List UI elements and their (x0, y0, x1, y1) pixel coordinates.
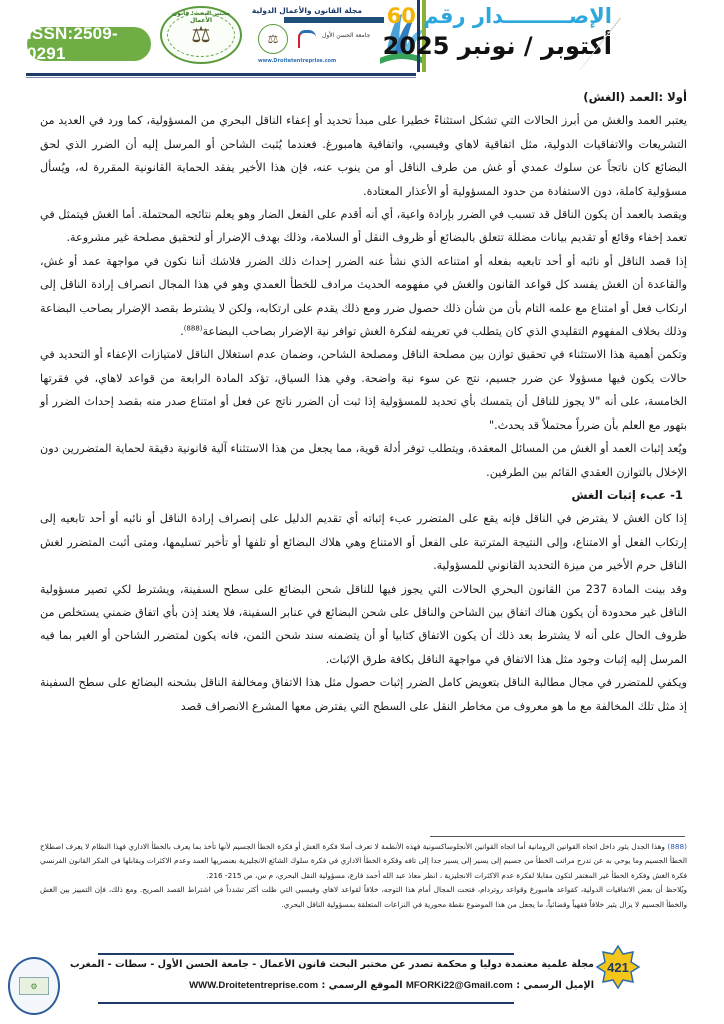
website-link[interactable]: WWW.Droitetentreprise.com (189, 980, 319, 991)
issn-badge: ISSN:2509-0291 (27, 27, 151, 61)
footnote-888 (40, 840, 687, 883)
issue-date: أكتوبر / نونبر 2025 (382, 32, 612, 60)
issue-prefix: الإصـــــــــدار رقم (423, 4, 612, 28)
paragraph-3-text: إذا قصد الناقل أو نائبه أو أحد تابعيه بفعله أو امتناعه الذي نشأ عنه الضرر إحداث ذلك الضرر فلاشك أننا نكون في مواجهة عمد أو غش، والقاعدة أن الغش يفسد كل قواعد القانون والغش في مفهومه الحديث مرادف للخطأ العمدي وهو في هذا المجال انصراف إرادة الناقل إلى ارتكاب فعل أو امتناع مع علمه التام بأن من شأن ذلك حصول ضرر ومع ذلك يقدم على ارتكابه، ولكن لا يشترط بقصد الإضرار بصاحب البضاعة وذلك بخلاف المفهوم التقليدي الذي كان يتطلب في تعريفه لفكرة الغش توافر نية الإضرار بصاحب البضاعة (40, 254, 687, 339)
footer-rule-top (98, 953, 514, 955)
research-lab-seal-logo (160, 6, 242, 64)
footnote-ref-888[interactable]: (888) (183, 324, 203, 333)
footnote-continuation: ويُلاحظ أن بعض الاتفاقيات الدولية، كقواعد هامبورغ وقواعد روتردام، فتحت المجال أمام هذا التوجه، خلافاً لقواعد لاهاي وفيسبي التي ظلت أكثر تشدداً في اشتراط القصد الصريح. ومع ذلك، فإن التمييز بين الغش والخطأ الجسيم لا يزال يثير خلافاً فقهياً وقضائياً، ما يجعل من هذا الموضوع نقطة محورية في النزاعات المتعلقة بمسؤولية الناقل البحري. (40, 885, 687, 909)
footer-rule-bottom (98, 1002, 514, 1004)
paragraph-2: ويقصد بالعمد أن يكون الناقل قد تسبب في الضرر بإرادة واعية، أي أنه أقدم على الفعل الضار وهو يعلم نتائجه المحتملة. أما الغش فيتمثل في تعمد إخفاء وقائع أو تقديم بيانات مضللة تتعلق بالبضائع أو ظروف النقل أو السلامة، وذلك بهدف الإضرار أو لتحقيق مصلحة غير مشروعة. (40, 208, 687, 245)
footnote-separator (430, 836, 685, 837)
paragraph-6: إذا كان الغش لا يفترض في الناقل فإنه يقع على المتضرر عبء إثباته أي تقديم الدليل على إنصراف إرادة الناقل أو نائبه أو أحد تابعيه إلى إرتكاب الفعل أو الامتناع، وإلى النتيجة المترتبة على الفعل أو الامتناع وهي هلاك البضائع أو تلفها أو تأخير تسليمها، ومتى أثبت المتضرر لغش الناقل حرم الأخير من ميزة التحديد القانوني للمسؤولية. (40, 512, 687, 573)
university-name: جامعة الحسن الأول (322, 32, 371, 39)
email-label: الإميل الرسمي : (516, 980, 594, 991)
journal-title-band (284, 17, 384, 23)
page-number: 421 (607, 959, 629, 975)
university-logo-icon (298, 30, 316, 48)
journal-url: www.Droitetentreprise.com (258, 58, 337, 64)
article-body (40, 86, 687, 718)
issue-number-line (387, 4, 612, 28)
scales-icon: ⚖ (191, 22, 211, 48)
paragraph-4: وتكمن أهمية هذا الاستثناء في تحقيق توازن بين مصلحة الناقل ومصلحة الشاحن، وضمان عدم استغلال الناقل لامتيازات الإعفاء أو التحديد في حالات يكون فيها مسؤولا عن ضرر جسيم، نتج عن سوء نية واضحة. وفي هذا السياق، تؤكد المادة الرابعة من قواعد لاهاي، في فقرتها الخامسة، على أنه "لا يجوز للناقل أن يتمسك بأي تحديد للمسؤولية إذا ثبت أن الضرر ناتج عن فعل أو امتناع صدر منه بقصد إحداث الضرر أو بتهور مع العلم بأن ضرراً محتملاً قد يحدث." (40, 348, 687, 432)
footer-journal-description: مجلة علمية معتمدة دوليا و محكمة تصدر عن مختبر البحث قانون الأعمال - جامعة الحسن الأول - سطات - المغرب (69, 959, 594, 970)
paragraph-3 (40, 250, 687, 344)
mini-seal-icon: ⚖ (258, 24, 288, 54)
site-label: الموقع الرسمي : (321, 980, 403, 991)
paragraph-5: ويُعد إثبات العمد أو الغش من المسائل المعقدة، ويتطلب توفر أدلة قوية، مما يجعل من هذا الاستثناء آلية قانونية دقيقة لحماية المتضررين دون الإخلال بالتوازن العقدي القائم بين الطرفين. (40, 442, 687, 479)
email-link[interactable]: MFORKi22@Gmail.com (405, 980, 513, 991)
footer-contact-line (189, 980, 594, 991)
paragraph-8: ويكفي للمتضرر في مجال مطالبة الناقل بتعويض كامل الضرر إثبات حصول مثل هذا الاتفاق ومخالفة الناقل بشحنه البضائع على سطح السفينة إذ مثل تلك المخالفة مع ما هو معروف من مخاطر النقل على السطح التي يفترض معها المشرع الانصراف قصد (40, 676, 687, 713)
section-heading: أولا :العمد (الغش) (583, 90, 687, 104)
header-rule (26, 73, 416, 76)
footnote-888-text: وهذا الجدل يثور داخل اتجاه القوانين الرومانية أما اتجاه القوانين الأنجلوساكسونية فهذه الأنظمة لا تعرف أصلا فكرة الغش أو فكرة الخطأ الجسيم لأنها تأخذ بما يعرف بالخطأ الاداري فهذا النظام لا يعرف اصطلاح الخطأ الجسيم وما يوحي به عن تدرج مراتب الخطأ من جسيم إلى يسير إلى يسير جدا إلى تافه وفكرة الخطأ الاداري في فكرة سلوك الشائع الانجليزية بعنصريها العمد وعدم الاكثرات ويقابلها في الفكر القانون الفرنسي فكرة الغش وفكرة الخطأ غير المغتفر لتكون مقابلا لفكرة عدم الاكثرات الانجليزية ، انظر معاذ عبد الله أحمد فارع، مسؤولية النقل البحري، م س، ص 215- 216. (40, 842, 687, 880)
header-rule-thin (26, 77, 416, 78)
subsection-heading: 1- عبء إثبات الغش (571, 487, 683, 502)
paragraph-1: يعتبر العمد والغش من أبرز الحالات التي تشكل استثناءً خطيرا على مبدأ تحديد أو إعفاء الناقل البحري من المسؤولية، كما ورد في العديد من التشريعات والاتفاقيات الدولية، مثل اتفاقية لاهاي وفيسبي، واتفاقية هامبورغ. فعندما يُثبت الشاحن أو المرسل إليه أن الضرر الذي لحق البضائع كان ناتجاً عن سلوك عمدي أو غش من طرف الناقل أو من ينوب عنه، فإن هذا الأخير يفقد الحماية القانونية المقررة له، ويُسأل مسؤولية كاملة، دون الاستفادة من حدود المسؤولية أو الأعذار المعتادة. (40, 114, 687, 198)
footer-seal-emblem: ⚙ (19, 977, 49, 995)
paragraph-7: وقد بينت المادة 237 من القانون البحري الحالات التي يجوز فيها للناقل شحن البضائع على سطح السفينة، ويشترط لكي تصير مسؤولية الناقل غير محدودة أن يكون هناك اتفاق بين الشاحن والناقل على شحن البضائع في عنابر السفينة، فلا يعتد إذن بأي اتفاق ضمني يستخلص من ظروف الحال على أنه لا يشترط بعد ذلك أن يكون الاتفاق كتابيا أو أن يتضمنه سند شحن الثمن، فانه يكون لمتضرر الشاحن أو الغير بما فيه المرسل إليه إثبات وجود مثل هذا الاتفاق في مواجهة الناقل بكافة طرق الإثبات. (40, 582, 687, 666)
journal-title: مجلة القانون والأعمال الدولية (251, 6, 362, 15)
paragraph-3-end: . (180, 325, 184, 339)
footnote-number: (888) (667, 842, 687, 851)
issue-number: 60 (386, 4, 416, 28)
page-header (0, 0, 724, 82)
footnotes (40, 840, 687, 912)
footer-seal-logo (8, 957, 60, 1015)
page-number-badge (595, 944, 641, 990)
seal-text: مختبر البحث: قانون الأعمال (172, 10, 230, 24)
